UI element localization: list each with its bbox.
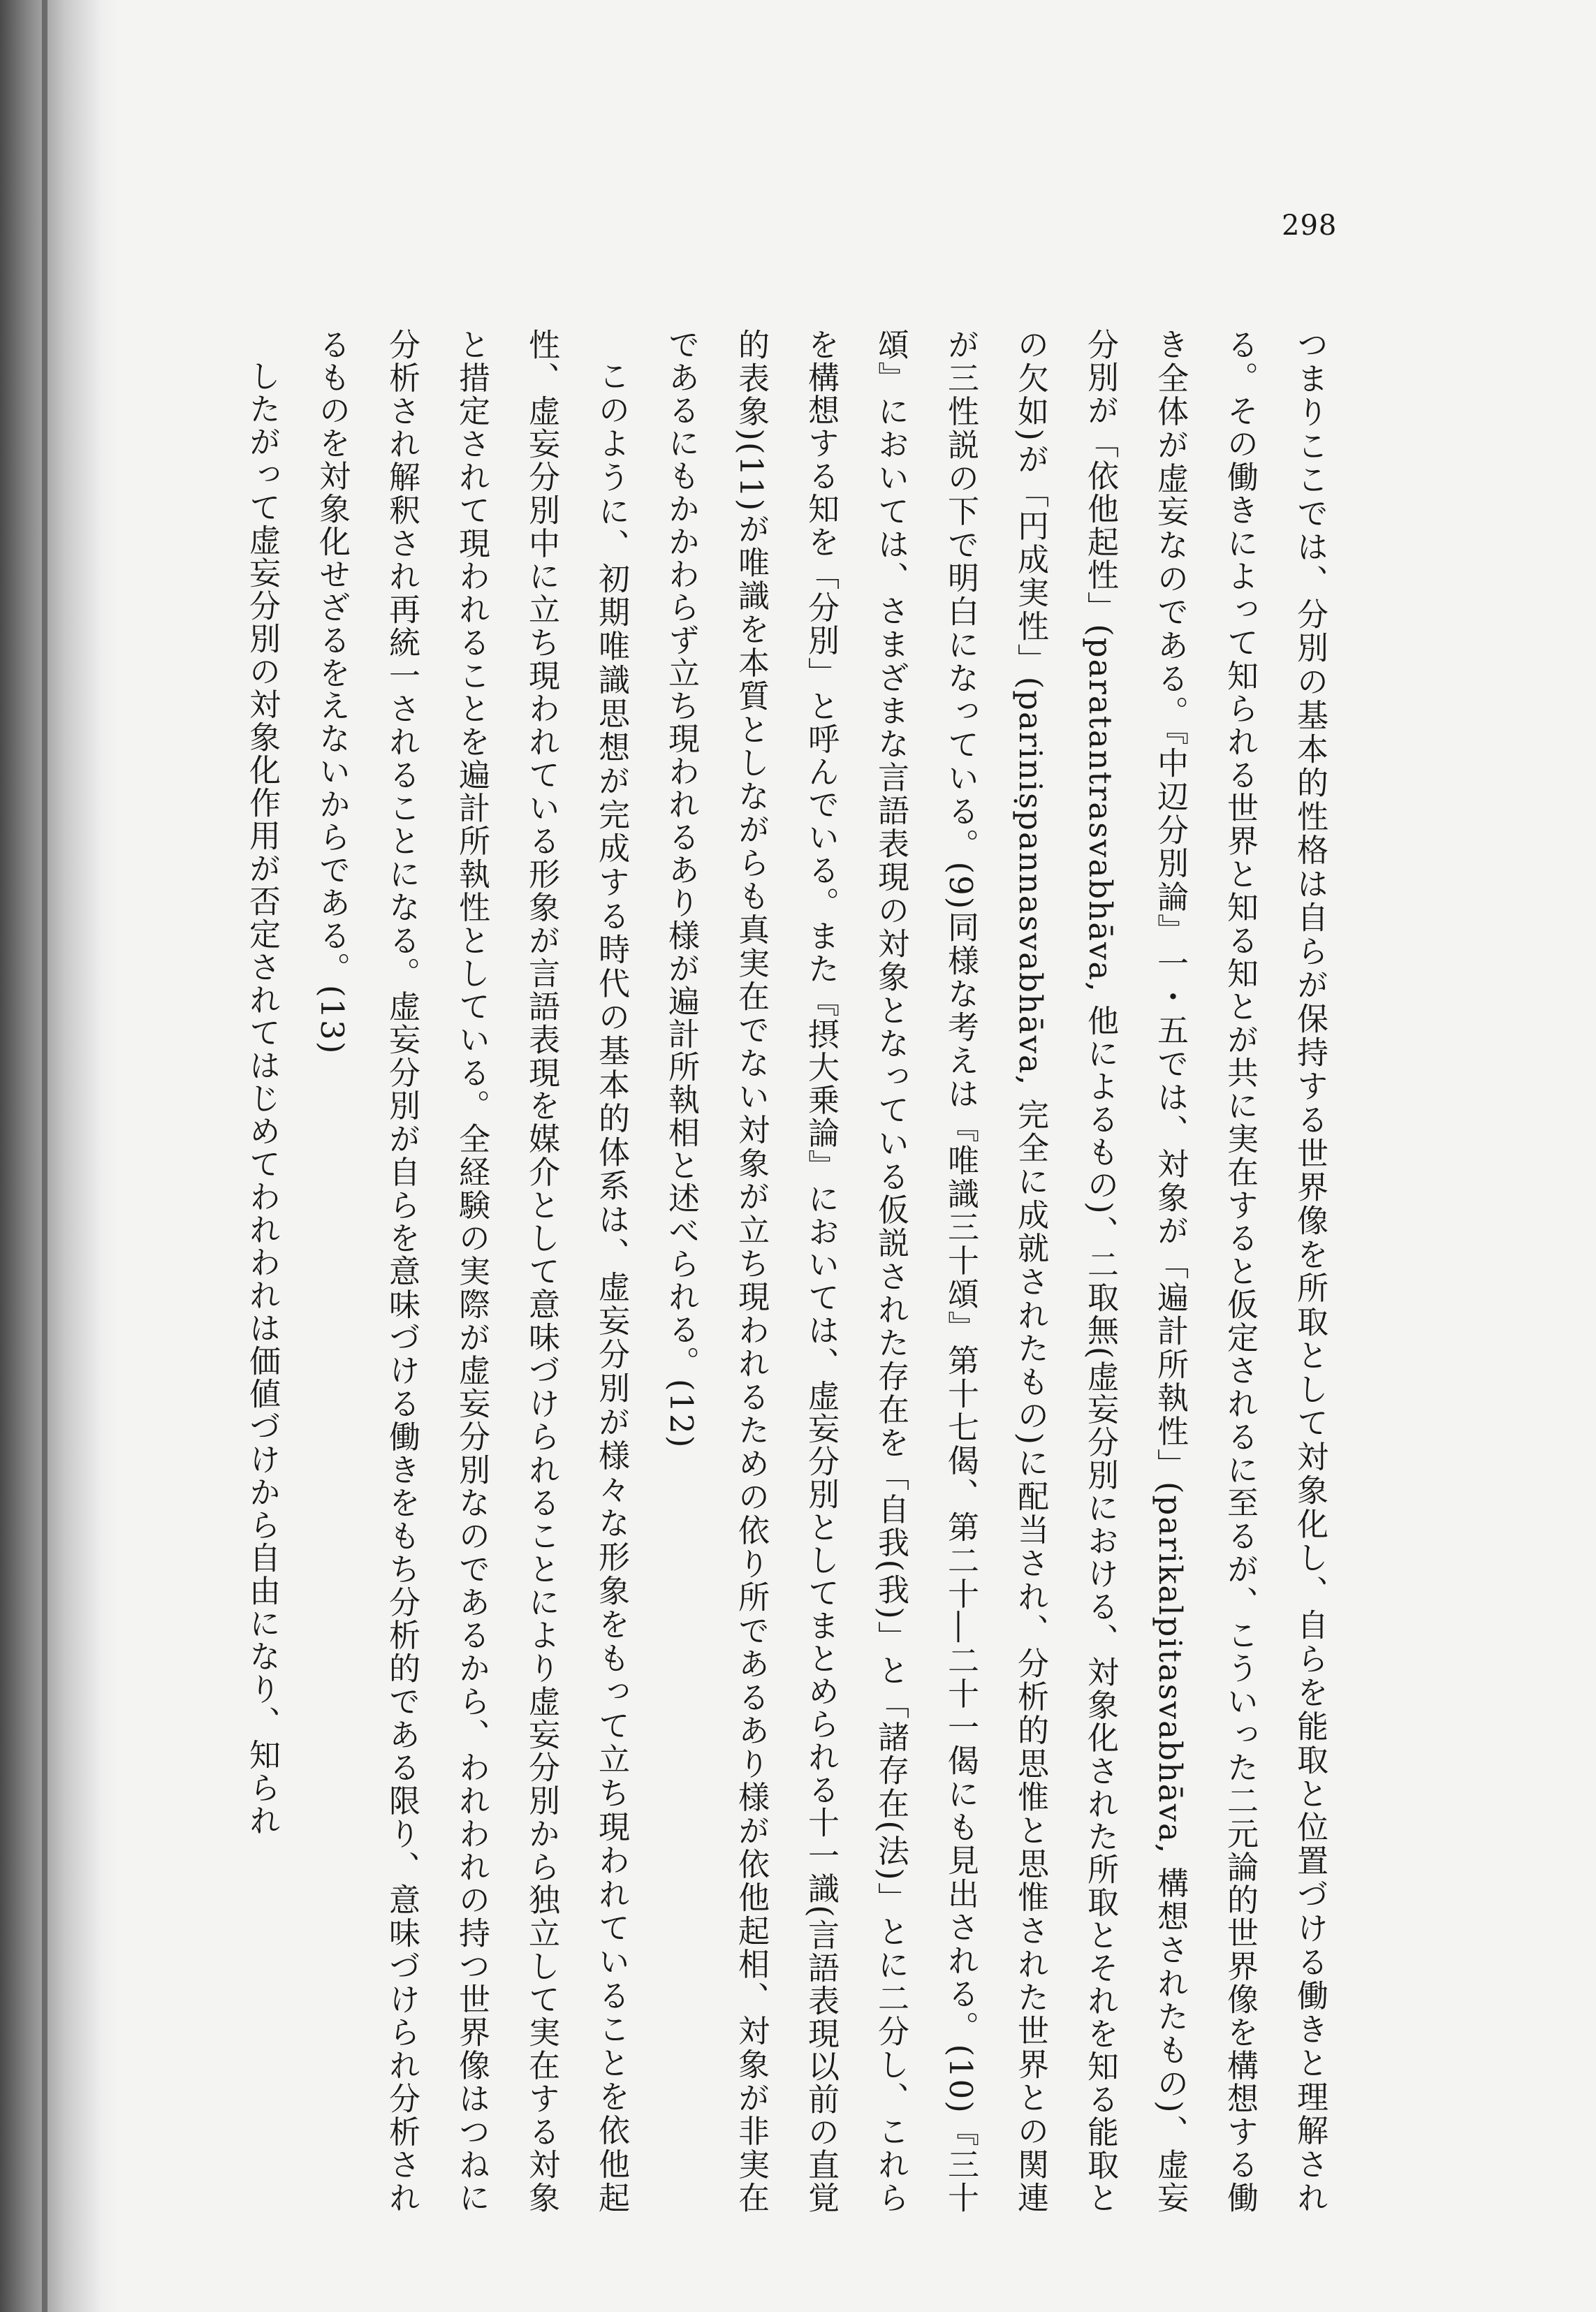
paragraph: このように、初期唯識思想が完成する時代の基本的体系は、虚妄分別が様々な形象をもって立ち現われていることを依他起性、虚妄分別中に立ち現われている形象が言語表現を媒介として意味づけられることにより虚妄分別から独立して実在する対象と措定されて現われることを遍計所執性としている。全経験の実際が虚妄分別なのであるから、われわれの持つ世界像はつねに分析され解釈され再統一されることになる。虚妄分別が自らを意味づける働きをもち分析的である限り、意味づけられ分析されるものを対象化せざるをえないからである。(13) xyxy=(314,328,630,2214)
paragraph: したがって虚妄分別の対象化作用が否定されてはじめてわれわれは価値づけから自由になり、知られ xyxy=(244,360,281,1837)
scan-gutter-shadow xyxy=(0,0,119,2312)
vertical-text-body xyxy=(157,328,1345,2214)
page-number: 298 xyxy=(1282,210,1338,242)
paragraph: つまりここでは、分別の基本的性格は自らが保持する世界像を所取として対象化し、自らを能取と位置づける働きと理解される。その働きによって知られる世界と知る知とが共に実在すると仮定されるに至るが、こういった二元論的世界像を構想する働き全体が虚妄なのである。『中辺分別論』一・五では、対象が「遍計所執性」(parikalpitasvabhāva, 構想されたもの)、虚妄分別が「依他起性」(paratantrasvabhāva, 他によるもの)、二取無(虚妄分別における、対象化された所取とそれを知る能取との欠如)が「円成実性」(pariniṣpannasvabhāva, 完全に成就されたもの)に配当され、分析的思惟と思惟された世界との関連が三性説の下で明白になっている。(9)同様な考えは『唯識三十頌』第十七偈、第二十―二十一偈にも見出される。(10)『三十頌』においては、さまざまな言語表現の対象となっている仮説された存在を「自我(我)」と「諸存在(法)」とに二分し、これらを構想する知を「分別」と呼んでいる。また『摂大乗論』においては、虚妄分別としてまとめられる十一識(言語表現以前の直覚的表象)(11)が唯識を本質としながらも真実在でない対象が立ち現われるための依り所であるあり様が依他起相、対象が非実在であるにもかかわらず立ち現われるあり様が遍計所執相と述べられる。(12) xyxy=(663,328,1328,2214)
